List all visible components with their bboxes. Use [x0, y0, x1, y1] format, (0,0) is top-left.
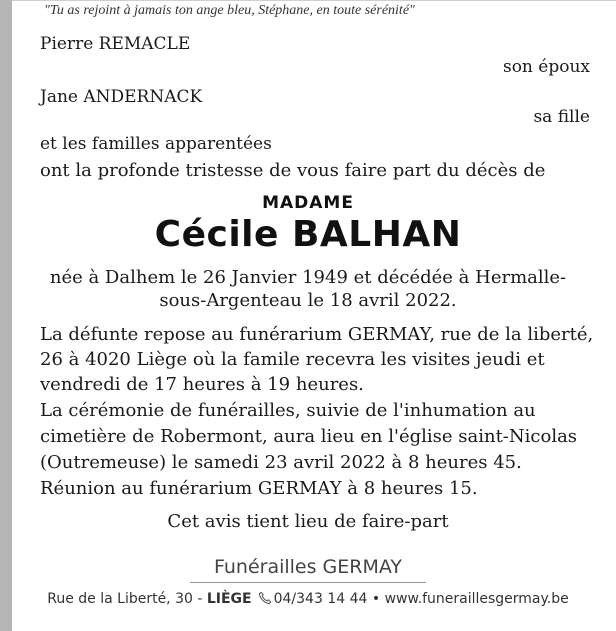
- details-line: cimetière de Robermont, aura lieu en l'église saint-Nicolas: [40, 426, 578, 447]
- phone-icon: [258, 591, 272, 605]
- family-member-relation-2: sa fille: [533, 107, 590, 127]
- closing-line: Cet avis tient lieu de faire-part: [167, 511, 449, 532]
- families-line: et les familles apparentées: [40, 134, 272, 154]
- footer-phone: 04/343 14 44: [273, 591, 368, 607]
- birth-death-line-2: sous-Argenteau le 18 avril 2022.: [159, 290, 457, 311]
- family-member-name-1: Pierre REMACLE: [40, 34, 191, 54]
- funeral-company-name: Funérailles GERMAY: [213, 556, 403, 578]
- deceased-title: MADAME: [262, 193, 354, 213]
- details-line: La défunte repose au funérarium GERMAY, rue de la liberté,: [40, 324, 594, 345]
- top-rule: [12, 0, 616, 1]
- footer-website: • www.funeraillesgermay.be: [371, 591, 569, 607]
- birth-death-line-1: née à Dalhem le 26 Janvier 1949 et décédée à Hermalle-: [49, 267, 567, 288]
- footer-contact-line: [0, 591, 616, 607]
- epitaph-quote: "Tu as rejoint à jamais ton ange bleu, Stéphane, en toute sérénité": [44, 3, 415, 18]
- footer-address: Rue de la Liberté, 30 -: [47, 591, 207, 607]
- family-member-name-2: Jane ANDERNACK: [40, 87, 203, 107]
- left-border-bar: [0, 0, 12, 631]
- family-member-relation-1: son époux: [502, 57, 590, 77]
- details-line: Réunion au funérarium GERMAY à 8 heures 15.: [40, 478, 478, 499]
- details-line: La cérémonie de funérailles, suivie de l'inhumation au: [40, 400, 536, 421]
- details-line: vendredi de 17 heures à 19 heures.: [40, 374, 364, 395]
- deceased-name: Cécile BALHAN: [154, 214, 462, 255]
- details-line: (Outremeuse) le samedi 23 avril 2022 à 8 heures 45.: [40, 452, 522, 473]
- announcement-line: ont la profonde tristesse de vous faire part du décès de: [40, 160, 546, 181]
- footer-divider: [190, 582, 426, 583]
- footer-city: LIÈGE: [206, 591, 252, 607]
- details-line: 26 à 4020 Liège où la famile recevra les visites jeudi et: [40, 349, 545, 370]
